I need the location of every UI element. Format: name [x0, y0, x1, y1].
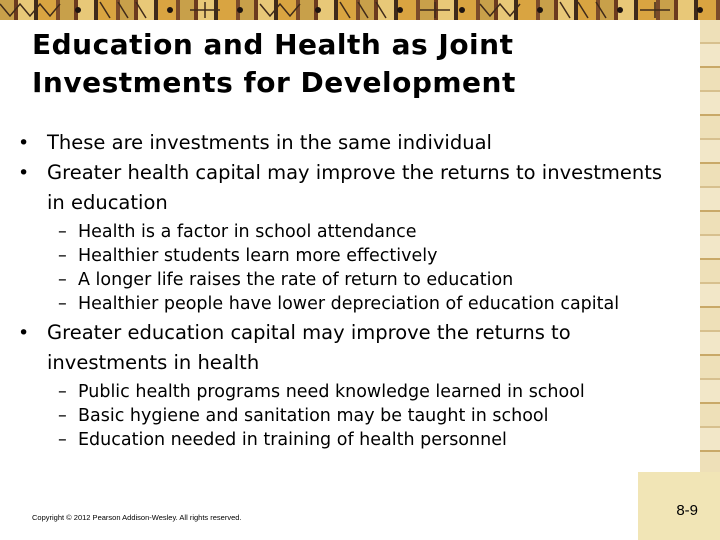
bullet-1 — [14, 128, 674, 158]
slide-body — [14, 128, 674, 454]
bullet-text: These are investments in the same individual — [47, 131, 492, 154]
sub-item-text: Public health programs need knowledge learned in school — [78, 382, 585, 402]
decorative-top-border — [0, 0, 720, 20]
sub-item — [14, 268, 674, 292]
sub-item-text: Healthier people have lower depreciation of education capital — [78, 294, 620, 314]
sub-item — [14, 404, 674, 428]
sub-list-education — [14, 380, 674, 452]
bullet-2 — [14, 158, 674, 218]
sub-item — [14, 428, 674, 452]
bullet-glyph: • — [18, 322, 30, 344]
sub-item — [14, 292, 674, 316]
dash-glyph: – — [58, 246, 67, 266]
dash-glyph: – — [58, 430, 67, 450]
sub-item — [14, 244, 674, 268]
sub-item-text: Basic hygiene and sanitation may be taught in school — [78, 406, 549, 426]
dash-glyph: – — [58, 382, 67, 402]
bullet-glyph: • — [18, 132, 30, 154]
sub-item-text: Education needed in training of health personnel — [78, 430, 507, 450]
bullet-glyph: • — [18, 162, 30, 184]
page-number: 8-9 — [676, 502, 698, 519]
sub-item-text: Healthier students learn more effectively — [78, 246, 438, 266]
copyright-notice: Copyright © 2012 Pearson Addison-Wesley. All rights reserved. — [32, 513, 242, 522]
sub-item-text: A longer life raises the rate of return to education — [78, 270, 514, 290]
bullet-text: Greater education capital may improve the returns to investments in health — [47, 321, 571, 374]
sub-list-health — [14, 220, 674, 316]
sub-item — [14, 220, 674, 244]
dash-glyph: – — [58, 222, 67, 242]
sub-item — [14, 380, 674, 404]
pattern-icon — [0, 0, 720, 20]
bullet-3 — [14, 318, 674, 378]
title-line-1: Education and Health as Joint — [32, 28, 514, 61]
slide-title — [32, 26, 632, 102]
dash-glyph: – — [58, 294, 67, 314]
sub-item-text: Health is a factor in school attendance — [78, 222, 417, 242]
decorative-right-border — [700, 20, 720, 472]
title-line-2: Investments for Development — [32, 66, 516, 99]
dash-glyph: – — [58, 270, 67, 290]
bullet-text: Greater health capital may improve the returns to investments in education — [47, 161, 663, 214]
dash-glyph: – — [58, 406, 67, 426]
